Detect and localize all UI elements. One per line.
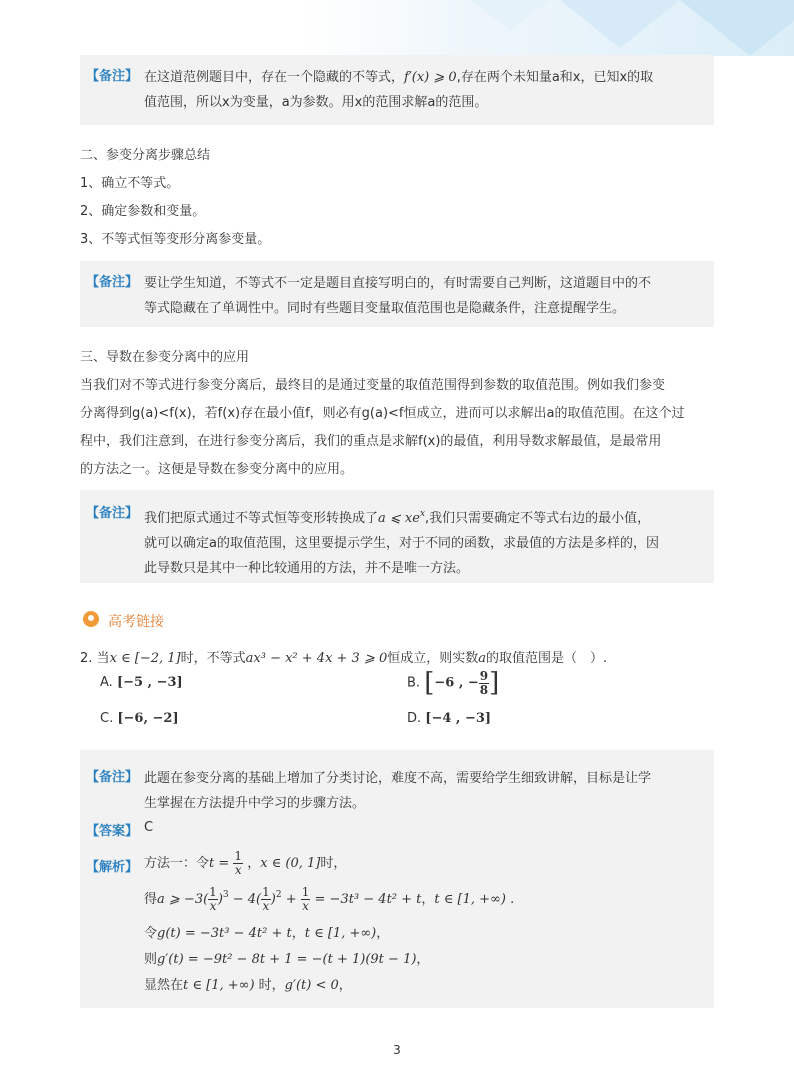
text-segment: ，	[376, 926, 390, 941]
math-inline: +	[281, 892, 301, 907]
solution-line-3	[144, 922, 389, 941]
text-segment: 时，不等式	[180, 651, 246, 666]
note-tag: 【备注】	[86, 770, 139, 785]
fraction-denominator: 8	[479, 682, 489, 697]
text-segment: ，	[416, 952, 430, 967]
math-inline: = −3t³ − 4t² + t	[310, 892, 422, 907]
fraction	[479, 670, 489, 697]
solution-line-5	[144, 974, 352, 993]
lightbulb-icon	[83, 611, 99, 627]
option-label: A.	[100, 675, 113, 690]
math-superscript: 2	[275, 890, 282, 900]
gaokao-title: 高考链接	[108, 614, 164, 630]
math-inline: g(t) = −3t³ − 4t² + t	[157, 926, 292, 941]
question-number: 2.	[80, 651, 93, 666]
header-triangle-decoration	[680, 0, 794, 56]
math-inline: t =	[209, 856, 230, 871]
text-segment: 当	[96, 651, 110, 666]
bracket-close: ]	[489, 668, 500, 698]
option-a[interactable]	[100, 675, 183, 690]
math-inline: a	[478, 651, 487, 666]
step-item: 3、不等式恒等变形分离参变量。	[80, 232, 271, 247]
question-line	[80, 647, 607, 666]
math-superscript: x	[419, 509, 426, 519]
fraction-numerator: 1	[234, 849, 243, 863]
paragraph-line: 的方法之一。这便是导数在参变分离中的应用。	[80, 462, 354, 477]
section-2	[80, 142, 270, 254]
note-box-4	[80, 750, 714, 1008]
paragraph-line: 程中，我们注意到，在进行参变分离后，我们的重点是求解f(x)的最值，利用导数求解最值，是最常用	[80, 434, 662, 449]
section-heading: 三、导数在参变分离中的应用	[80, 350, 250, 365]
option-value: [−5 , −3]	[116, 675, 183, 690]
text-segment: 时，	[320, 856, 347, 871]
math-inline: )	[217, 892, 223, 907]
option-value: [−4 , −3]	[425, 711, 492, 726]
bracket-open: [	[424, 668, 435, 698]
note-line: 生掌握在方法提升中学习的步骤方法。	[144, 796, 366, 811]
option-value: −6 , −	[434, 675, 479, 691]
text-segment: ，	[338, 978, 352, 993]
math-inline: x ∈ [−2, 1]	[109, 651, 181, 666]
note-line: 此导数只是其中一种比较通用的方法，并不是唯一方法。	[144, 561, 470, 576]
section-heading: 二、参变分离步骤总结	[80, 148, 211, 163]
fraction	[301, 886, 311, 913]
math-superscript: 3	[222, 890, 229, 900]
note-tag: 【备注】	[86, 506, 139, 521]
text-segment: ,我们只需要确定不等式右边的最小值，	[425, 511, 651, 526]
fraction-numerator: 1	[301, 885, 310, 899]
step-item: 1、确立不等式。	[80, 176, 180, 191]
math-inline: t ∈ [1, +∞)	[183, 978, 255, 993]
option-c[interactable]	[100, 711, 179, 726]
math-inline: a ⩾ −3(	[157, 892, 209, 907]
text-segment: 恒成立，则实数	[387, 651, 479, 666]
note-line: 此题在参变分离的基础上增加了分类讨论，难度不高，需要给学生细致讲解，目标是让学	[144, 771, 652, 786]
text-segment: 的取值范围是（ ）.	[486, 651, 608, 666]
paragraph-line: 当我们对不等式进行参变分离后，最终目的是通过变量的取值范围得到参数的取值范围。例如我们参变	[80, 378, 666, 393]
note-text	[144, 65, 694, 115]
option-label: C.	[100, 711, 114, 726]
note-text	[144, 766, 694, 816]
text-segment: ，	[247, 856, 261, 871]
note-line: 等式隐藏在了单调性中。同时有些题目变量取值范围也是隐藏条件，注意提醒学生。	[144, 301, 626, 316]
section-3	[80, 344, 720, 484]
text-segment: 显然在	[144, 978, 184, 993]
math-inline: x ∈ (0, 1]	[260, 856, 321, 871]
math-inline: t ∈ [1, +∞)	[434, 892, 506, 907]
note-tag: 【备注】	[86, 275, 139, 290]
option-label: B.	[407, 675, 421, 691]
option-label: D.	[407, 711, 422, 726]
fraction-numerator: 1	[262, 885, 270, 899]
step-item: 2、确定参数和变量。	[80, 204, 206, 219]
fraction	[261, 886, 271, 913]
note-line: 就可以确定a的取值范围，这里要提示学生，对于不同的函数，求最值的方法是多样的，因	[144, 536, 659, 551]
text-segment: 方法一：令	[144, 856, 210, 871]
note-tag: 【备注】	[86, 69, 139, 84]
page-number: 3	[393, 1043, 401, 1057]
math-inline: f′(x) ⩾ 0	[404, 70, 457, 85]
text-segment: 在这道范例题目中，存在一个隐藏的不等式，	[144, 70, 405, 85]
header-triangle-decoration	[470, 0, 550, 30]
note-text	[144, 271, 694, 321]
header-triangle-decoration	[560, 0, 680, 48]
fraction-numerator: 9	[479, 668, 489, 683]
note-box-1	[80, 55, 714, 125]
text-segment: 则	[144, 952, 158, 967]
text-segment: 我们把原式通过不等式恒等变形转换成了	[144, 511, 379, 526]
option-d[interactable]	[407, 711, 491, 726]
text-segment: 得	[144, 892, 158, 907]
text-segment: ,存在两个未知量a和x，已知x的取	[456, 70, 654, 85]
note-box-2	[80, 261, 714, 327]
math-inline: g′(t) < 0	[284, 978, 339, 993]
option-value: [−6, −2]	[117, 711, 179, 726]
math-inline: t ∈ [1, +∞)	[304, 926, 377, 941]
math-inline: − 4(	[228, 892, 262, 907]
note-box-3	[80, 490, 714, 583]
text-segment: .	[505, 892, 515, 907]
fraction-numerator: 1	[209, 885, 217, 899]
math-inline: g′(t) = −9t² − 8t + 1 = −(t + 1)(9t − 1)	[157, 952, 417, 967]
fraction	[233, 850, 243, 877]
fraction-denominator: x	[262, 899, 270, 913]
option-b[interactable]	[407, 668, 499, 698]
fraction-denominator: x	[209, 899, 217, 913]
text-segment: 令	[144, 926, 158, 941]
note-text	[144, 502, 694, 581]
note-line: 值范围，所以x为变量，a为参数。用x的范围求解a的范围。	[144, 95, 488, 110]
fraction-denominator: x	[302, 899, 309, 913]
note-line: 要让学生知道，不等式不一定是题目直接写明白的，有时需要自己判断，这道题目中的不	[144, 276, 652, 291]
math-inline: )	[270, 892, 276, 907]
paragraph-line: 分离得到g(a)<f(x)，若f(x)存在最小值f，则必有g(a)<f恒成立，进而可以求解出a的取值范围。在这个过	[80, 406, 685, 421]
math-inline: a ⩽ xe	[378, 511, 420, 526]
solution-line-1	[144, 850, 346, 877]
math-inline: ax³ − x² + 4x + 3 ⩾ 0	[245, 651, 388, 666]
analysis-tag: 【解析】	[86, 860, 139, 875]
text-segment: ，	[421, 892, 435, 907]
answer-value: C	[144, 820, 154, 835]
text-segment: ，	[291, 926, 305, 941]
fraction-denominator: x	[234, 863, 242, 877]
header-decoration	[0, 0, 794, 56]
solution-line-4	[144, 948, 429, 967]
solution-line-2	[144, 886, 514, 913]
note-line	[144, 65, 694, 90]
text-segment: 时，	[254, 978, 285, 993]
note-line	[144, 502, 694, 531]
answer-tag: 【答案】	[86, 824, 139, 839]
fraction	[208, 886, 218, 913]
